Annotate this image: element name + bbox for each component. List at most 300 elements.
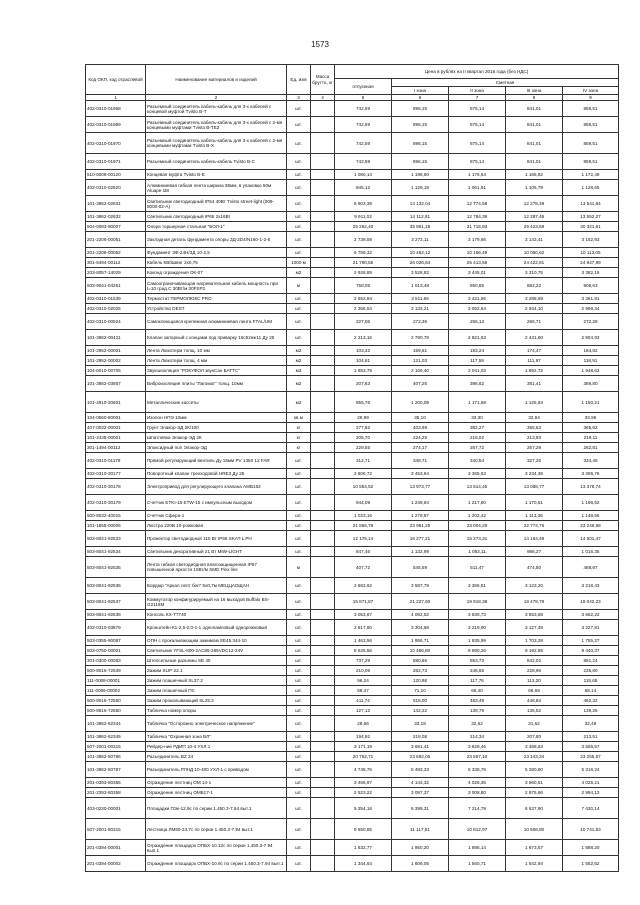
- row-code: 503-8041-92536: [86, 578, 146, 594]
- row-release-price: 2 817,80: [335, 620, 392, 636]
- table-row: [86, 294, 619, 304]
- row-unit: шт.: [287, 453, 311, 469]
- row-release-price: 955,76: [335, 392, 392, 413]
- row-code: 301-6494-00112: [86, 258, 146, 268]
- row-zone2-price: 950,85: [449, 278, 506, 294]
- column-index: 1: [86, 95, 146, 101]
- row-zone1-price: 16 277,21: [392, 531, 449, 547]
- row-mass: [311, 696, 335, 706]
- row-mass: [311, 511, 335, 521]
- row-mass: [311, 716, 335, 732]
- row-zone2-price: 1 202,42: [449, 511, 506, 521]
- row-mass: [311, 101, 335, 117]
- row-zone3-price: 355,63: [506, 423, 563, 433]
- row-unit: шт.: [287, 788, 311, 798]
- row-zone3-price: 3 288,69: [506, 294, 563, 304]
- row-unit: шт.: [287, 170, 311, 180]
- row-zone2-price: 2 821,53: [449, 330, 506, 346]
- table-row: [86, 170, 619, 180]
- row-unit: шт.: [287, 547, 311, 557]
- table-row: [86, 154, 619, 170]
- row-zone2-price: 10 812,97: [449, 819, 506, 840]
- table-row: [86, 752, 619, 762]
- row-unit: шт.: [287, 716, 311, 732]
- row-zone1-price: 3 528,82: [392, 268, 449, 278]
- row-zone4-price: 272,28: [563, 314, 619, 330]
- row-zone2-price: 853,73: [449, 656, 506, 666]
- row-mass: [311, 212, 335, 222]
- row-code: 201-0393-80355: [86, 778, 146, 788]
- row-unit: шт.: [287, 479, 311, 495]
- row-zone4-price: 851,24: [563, 656, 619, 666]
- row-zone4-price: 3 227,81: [563, 620, 619, 636]
- row-zone1-price: 224,25: [392, 433, 449, 443]
- row-unit: шт.: [287, 578, 311, 594]
- header-zone3: III зона: [506, 87, 563, 95]
- row-release-price: 411,74: [335, 696, 392, 706]
- row-mass: [311, 376, 335, 392]
- row-release-price: 8 525,56: [335, 646, 392, 656]
- table-row: [86, 196, 619, 212]
- row-zone3-price: 174,47: [506, 346, 563, 356]
- row-name: Коммутатор конфигурируемый на 16 выходов Buffalo BS-G2116M: [146, 594, 287, 610]
- table-row: [86, 117, 619, 133]
- row-zone1-price: 515,00: [392, 696, 449, 706]
- row-zone4-price: 9 440,37: [563, 646, 619, 656]
- row-zone3-price: 882,22: [506, 278, 563, 294]
- row-code: 104-0560-80001: [86, 413, 146, 423]
- row-name: Прямой регулирующий вентиль Ду 15мм PV 1350 12 FAR: [146, 453, 287, 469]
- row-zone1-price: 1 132,99: [392, 547, 449, 557]
- table-row: [86, 248, 619, 258]
- row-name: Рейдер-ние РДИП 10-4 УХЛ 1: [146, 742, 287, 752]
- row-zone1-price: 23 692,06: [392, 752, 449, 762]
- header-code: Код ОКП, код отраслевой: [86, 65, 146, 95]
- row-zone3-price: 986,27: [506, 547, 563, 557]
- row-release-price: 103,32: [335, 346, 392, 356]
- row-code: 203-8057-14029: [86, 268, 146, 278]
- row-code: 201-2206-00051: [86, 232, 146, 248]
- row-zone1-price: 3 587,79: [392, 578, 449, 594]
- row-zone1-price: 6 399,31: [392, 798, 449, 819]
- header-estimate: Сметная: [392, 79, 619, 87]
- row-mass: [311, 154, 335, 170]
- row-name: Счетчик ETKI-15 ETW-15 с импульсным выходом: [146, 495, 287, 511]
- row-release-price: 847,46: [335, 547, 392, 557]
- table-row: [86, 278, 619, 294]
- row-zone3-price: 1 113,36: [506, 511, 563, 521]
- row-name: Светильник декоративный 21 Вт MIW-LIGHT: [146, 547, 287, 557]
- row-release-price: 6 759,32: [335, 248, 392, 258]
- table-row: [86, 819, 619, 840]
- row-release-price: 227,06: [335, 314, 392, 330]
- row-zone2-price: 3 445,01: [449, 268, 506, 278]
- row-mass: [311, 521, 335, 531]
- row-zone4-price: 909,63: [563, 278, 619, 294]
- row-release-price: 2 652,94: [335, 294, 392, 304]
- row-zone3-price: 3 234,36: [506, 469, 563, 479]
- row-mass: [311, 453, 335, 469]
- row-code: 101-3862-50787: [86, 762, 146, 778]
- row-name: Светильник светодиодный IP65 2х16Вт: [146, 212, 287, 222]
- row-unit: шт.: [287, 636, 311, 646]
- row-zone2-price: 3 052,64: [449, 304, 506, 314]
- row-zone3-price: 23 143,34: [506, 752, 563, 762]
- table-row: [86, 356, 619, 366]
- table-row: [86, 443, 619, 453]
- row-mass: [311, 330, 335, 346]
- row-zone4-price: 3 382,16: [563, 268, 619, 278]
- row-zone1-price: 1 129,19: [392, 180, 449, 196]
- row-zone4-price: 859,51: [563, 133, 619, 154]
- row-zone4-price: 184,82: [563, 346, 619, 356]
- row-zone4-price: 33,96: [563, 413, 619, 423]
- row-release-price: 742,59: [335, 154, 392, 170]
- row-mass: [311, 557, 335, 578]
- row-name: Фундамент ЗФ-24Н/ЗД 10-2,5: [146, 248, 287, 258]
- row-zone3-price: 266,71: [506, 314, 563, 330]
- row-code: 503-9041-04261: [86, 278, 146, 294]
- row-zone4-price: 4 025,21: [563, 778, 619, 788]
- row-mass: [311, 258, 335, 268]
- row-unit: шт.: [287, 656, 311, 666]
- header-mass: Масса брутто, кг: [311, 65, 335, 95]
- row-zone1-price: 880,66: [392, 656, 449, 666]
- row-mass: [311, 268, 335, 278]
- row-zone1-price: 120,98: [392, 676, 449, 686]
- row-zone2-price: 3 219,90: [449, 620, 506, 636]
- row-zone4-price: 3 306,76: [563, 469, 619, 479]
- row-name: Коконд ограждения ОК-07: [146, 268, 287, 278]
- row-zone3-price: 1 703,28: [506, 636, 563, 646]
- row-name: Самоклеющаяся крепежная алюминиевая лента FTAL/UM: [146, 314, 287, 330]
- row-zone4-price: 24 947,99: [563, 258, 619, 268]
- row-release-price: 229,55: [335, 443, 392, 453]
- row-zone2-price: 1 061,91: [449, 180, 506, 196]
- row-release-price: 194,92: [335, 732, 392, 742]
- row-name: Шпатлевка Элакор-ЭД 2К: [146, 433, 287, 443]
- row-mass: [311, 636, 335, 646]
- row-unit: шт.: [287, 646, 311, 656]
- row-code: 402-0310-01969: [86, 117, 146, 133]
- table-row: [86, 330, 619, 346]
- row-zone1-price: 2 169,40: [392, 366, 449, 376]
- row-zone1-price: 21 227,60: [392, 594, 449, 610]
- row-mass: [311, 356, 335, 366]
- row-zone3-price: 3 310,75: [506, 268, 563, 278]
- row-code: 201-2206-00052: [86, 248, 146, 258]
- row-unit: шт.: [287, 117, 311, 133]
- row-zone3-price: 1 892,72: [506, 366, 563, 376]
- row-zone4-price: 1 948,63: [563, 366, 619, 376]
- row-name: Лестница ЛМ60-24.7с по серии 1.450.3-7.94 выт.1: [146, 819, 287, 840]
- row-zone4-price: 389,80: [563, 376, 619, 392]
- table-row: [86, 696, 619, 706]
- row-zone4-price: 1 552,52: [563, 856, 619, 872]
- table-row: [86, 304, 619, 314]
- row-unit: м2: [287, 376, 311, 392]
- row-name: Виброизоляция плиты "Лагомат" толщ. 10мм: [146, 376, 287, 392]
- row-zone2-price: 340,54: [449, 453, 506, 469]
- row-release-price: 210,05: [335, 666, 392, 676]
- row-zone2-price: 1 176,54: [449, 170, 506, 180]
- row-mass: [311, 788, 335, 798]
- row-zone4-price: 2 994,13: [563, 788, 619, 798]
- row-zone1-price: 3 304,98: [392, 620, 449, 636]
- row-mass: [311, 278, 335, 294]
- table-row: [86, 856, 619, 872]
- row-name: Штепсельные разъемы SE 40: [146, 656, 287, 666]
- row-mass: [311, 180, 335, 196]
- row-unit: шт.: [287, 696, 311, 706]
- row-code: 101-2438-00001: [86, 433, 146, 443]
- row-code: 507-2001-80315: [86, 819, 146, 840]
- row-code: 111-0008-00001: [86, 676, 146, 686]
- row-code: 402-0310-01539: [86, 294, 146, 304]
- header-release: отпускная: [335, 79, 392, 95]
- row-release-price: 312,71: [335, 453, 392, 469]
- row-zone2-price: 3 366,51: [449, 578, 506, 594]
- row-unit: кг: [287, 443, 311, 453]
- row-zone3-price: 3 127,48: [506, 620, 563, 636]
- row-name: Эпоксидный пол Элакор-ЭД: [146, 443, 287, 453]
- row-zone1-price: 1 013,48: [392, 278, 449, 294]
- header-unit: Ед. изм: [287, 65, 311, 95]
- row-unit: шт.: [287, 732, 311, 742]
- row-code: 402-0310-30177: [86, 469, 146, 479]
- table-row: [86, 716, 619, 732]
- row-zone1-price: 4 082,52: [392, 610, 449, 620]
- row-zone1-price: 23 981,25: [392, 521, 449, 531]
- row-name: Люстра 220В 10-рожковая: [146, 521, 287, 531]
- row-zone4-price: 1 150,21: [563, 392, 619, 413]
- row-zone2-price: 875,14: [449, 133, 506, 154]
- row-mass: [311, 469, 335, 479]
- row-zone4-price: 30 321,61: [563, 222, 619, 232]
- row-name: Кронштейн К1-2,5-2,0-1-1 одноламповый однорожковый: [146, 620, 287, 636]
- row-zone1-price: 10 462,12: [392, 248, 449, 258]
- row-release-price: 1 853,79: [335, 366, 392, 376]
- row-unit: шт.: [287, 212, 311, 222]
- row-zone1-price: 1 198,80: [392, 170, 449, 180]
- row-code: 503-0750-00001: [86, 646, 146, 656]
- row-zone3-price: 842,02: [506, 656, 563, 666]
- row-zone1-price: 1 956,71: [392, 636, 449, 646]
- row-zone2-price: 23 557,10: [449, 752, 506, 762]
- row-name: Зажим прокалывающий SL25.2: [146, 696, 287, 706]
- row-zone2-price: 3 179,66: [449, 232, 506, 248]
- row-mass: [311, 196, 335, 212]
- row-zone3-price: 9 192,85: [506, 646, 563, 656]
- row-unit: кв.м: [287, 413, 311, 423]
- row-name: Разъемный соединитель кабель-кабель для 3-х кабелей с 2-мя концевыми муфтами Tvisto B-TE2: [146, 117, 287, 133]
- row-name: Изолон НПЭ 10мм: [146, 413, 287, 423]
- row-zone3-price: 12 287,46: [506, 212, 563, 222]
- row-name: Счетчик Сфера-1: [146, 511, 287, 521]
- row-name: Разъемный соединитель кабель-кабель для 3-х кабелей с 2-мя концевыми муфтами Tvisto B-X: [146, 133, 287, 154]
- page-number: 1573: [311, 40, 329, 49]
- row-zone2-price: 117,59: [449, 356, 506, 366]
- row-zone1-price: 33,18: [392, 716, 449, 732]
- row-release-price: 9 550,85: [335, 819, 392, 840]
- row-zone2-price: 117,76: [449, 676, 506, 686]
- row-name: Грунт Элакор-ЭД 2К/100: [146, 423, 287, 433]
- row-zone4-price: 2 904,93: [563, 330, 619, 346]
- row-zone1-price: 403,69: [392, 423, 449, 433]
- row-name: Бордюр "Аркал лепт бел" 5х0,7м МЕЦЦАОЩАН: [146, 578, 287, 594]
- row-release-price: 207,63: [335, 376, 392, 392]
- row-zone1-price: 896,15: [392, 133, 449, 154]
- row-unit: шт.: [287, 196, 311, 212]
- row-zone4-price: 3 662,22: [563, 610, 619, 620]
- row-zone3-price: 5 280,90: [506, 762, 563, 778]
- row-zone1-price: 407,26: [392, 376, 449, 392]
- row-mass: [311, 531, 335, 547]
- row-name: Площадки ПЭк-12.9с по серии 1.450.3-7.94 выт.1: [146, 798, 287, 819]
- row-zone1-price: 3 453,84: [392, 469, 449, 479]
- row-release-price: 6 903,39: [335, 196, 392, 212]
- row-mass: [311, 762, 335, 778]
- row-name: Поворотный клапан трехходовой HRE3 Ду 25: [146, 469, 287, 479]
- row-zone4-price: 13 552,27: [563, 212, 619, 222]
- row-release-price: 742,59: [335, 133, 392, 154]
- row-code: 503-8041-92535: [86, 557, 146, 578]
- row-name: Ограждение площадок ОПБХ-10.9с по серии 1.450.3-7.94 вып.1: [146, 856, 287, 872]
- table-row: [86, 511, 619, 521]
- row-name: Кабель КВбШвнг 2х0,75: [146, 258, 287, 268]
- row-code: 402-0310-30179: [86, 495, 146, 511]
- row-zone4-price: 7 430,14: [563, 798, 619, 819]
- row-name: Лента Люкотерм толщ. 4 мм: [146, 356, 287, 366]
- row-zone2-price: 267,72: [449, 443, 506, 453]
- row-code: 503-0355-90087: [86, 636, 146, 646]
- row-release-price: 742,59: [335, 117, 392, 133]
- row-code: 101-1858-00006: [86, 521, 146, 531]
- row-zone1-price: 272,36: [392, 314, 449, 330]
- row-name: Зажим плашечный ПС: [146, 686, 287, 696]
- row-unit: м3: [287, 366, 311, 376]
- row-zone2-price: 25 413,58: [449, 258, 506, 268]
- row-mass: [311, 547, 335, 557]
- row-zone4-price: 462,32: [563, 696, 619, 706]
- row-zone2-price: 1 171,58: [449, 392, 506, 413]
- row-name: Закладная деталь фундамента опоры ЗД-2D4/N160-1-2-6: [146, 232, 287, 248]
- row-mass: [311, 840, 335, 856]
- row-release-price: 3 053,67: [335, 610, 392, 620]
- table-row: [86, 376, 619, 392]
- row-name: Ограждение лестниц ОМ 14-1: [146, 778, 287, 788]
- row-release-price: 944,09: [335, 495, 392, 511]
- table-row: [86, 232, 619, 248]
- row-name: Электропривод для регулирующего клапана AMB162: [146, 479, 287, 495]
- row-zone3-price: 207,80: [506, 732, 563, 742]
- row-zone1-price: 274,17: [392, 443, 449, 453]
- row-release-price: 2 368,54: [335, 304, 392, 314]
- row-zone1-price: 545,59: [392, 557, 449, 578]
- row-zone2-price: 214,34: [449, 732, 506, 742]
- row-code: 301-0300-00083: [86, 656, 146, 666]
- row-zone3-price: 12 278,49: [506, 196, 563, 212]
- row-release-price: 127,12: [335, 706, 392, 716]
- row-code: 503-8041-92534: [86, 547, 146, 557]
- table-row: [86, 479, 619, 495]
- row-unit: шт.: [287, 222, 311, 232]
- row-zone4-price: 32,49: [563, 716, 619, 732]
- table-row: [86, 666, 619, 676]
- row-zone1-price: 10 466,80: [392, 646, 449, 656]
- row-zone3-price: 22 774,76: [506, 521, 563, 531]
- row-unit: шт.: [287, 495, 311, 511]
- row-zone3-price: 841,01: [506, 101, 563, 117]
- row-release-price: 2 213,16: [335, 330, 392, 346]
- row-zone1-price: 3 691,41: [392, 742, 449, 752]
- row-mass: [311, 856, 335, 872]
- row-unit: шт.: [287, 676, 311, 686]
- table-row: [86, 101, 619, 117]
- table-row: [86, 646, 619, 656]
- table-row: [86, 798, 619, 819]
- row-mass: [311, 742, 335, 752]
- row-zone4-price: 1 148,66: [563, 511, 619, 521]
- row-code: 407-0032-00001: [86, 423, 146, 433]
- column-index: 7: [449, 95, 506, 101]
- row-zone3-price: 3 143,41: [506, 232, 563, 248]
- table-row: [86, 594, 619, 610]
- row-zone4-price: 1 172,49: [563, 170, 619, 180]
- table-row: [86, 133, 619, 154]
- row-zone1-price: 1 950,20: [392, 840, 449, 856]
- row-zone3-price: 10 050,62: [506, 248, 563, 258]
- row-zone2-price: 875,14: [449, 117, 506, 133]
- row-zone4-price: 3 361,81: [563, 294, 619, 304]
- row-code: 101-3862-62345: [86, 732, 146, 742]
- row-zone2-price: 139,79: [449, 706, 506, 716]
- row-zone4-price: 1 888,20: [563, 840, 619, 856]
- row-name: Ограждение площадок ОПБХ-10.12с по серии 1.450.3-7.94 вып.1: [146, 840, 287, 856]
- row-zone3-price: 111,97: [506, 356, 563, 366]
- row-code: 402-0310-01178: [86, 453, 146, 469]
- row-name: Устройство DEST: [146, 304, 287, 314]
- row-release-price: 1 023,16: [335, 511, 392, 521]
- row-zone3-price: 1 105,79: [506, 180, 563, 196]
- row-unit: шт.: [287, 594, 311, 610]
- row-release-price: 1 632,77: [335, 840, 392, 856]
- row-mass: [311, 248, 335, 258]
- row-name: Светильник YFSL-800-2AC85-265VDC12-24V: [146, 646, 287, 656]
- row-code: 402-0310-30178: [86, 479, 146, 495]
- row-mass: [311, 620, 335, 636]
- row-zone1-price: 5 483,33: [392, 762, 449, 778]
- row-zone3-price: 213,93: [506, 433, 563, 443]
- row-release-price: 2 606,72: [335, 469, 392, 479]
- row-zone1-price: 1 606,05: [392, 856, 449, 872]
- row-zone3-price: 31,62: [506, 716, 563, 732]
- row-release-price: 29,99: [335, 413, 392, 423]
- table-row: [86, 423, 619, 433]
- row-zone2-price: 511,47: [449, 557, 506, 578]
- row-mass: [311, 666, 335, 676]
- row-code: 111-0006-00002: [86, 686, 146, 696]
- row-mass: [311, 798, 335, 819]
- table-row: [86, 547, 619, 557]
- row-zone1-price: 262,73: [392, 666, 449, 676]
- row-code: 500-8816-72550: [86, 706, 146, 716]
- row-name: Металлические кассеты: [146, 392, 287, 413]
- table-row: [86, 636, 619, 646]
- row-zone2-price: 216,02: [449, 433, 506, 443]
- row-zone1-price: 896,15: [392, 117, 449, 133]
- row-unit: шт.: [287, 248, 311, 258]
